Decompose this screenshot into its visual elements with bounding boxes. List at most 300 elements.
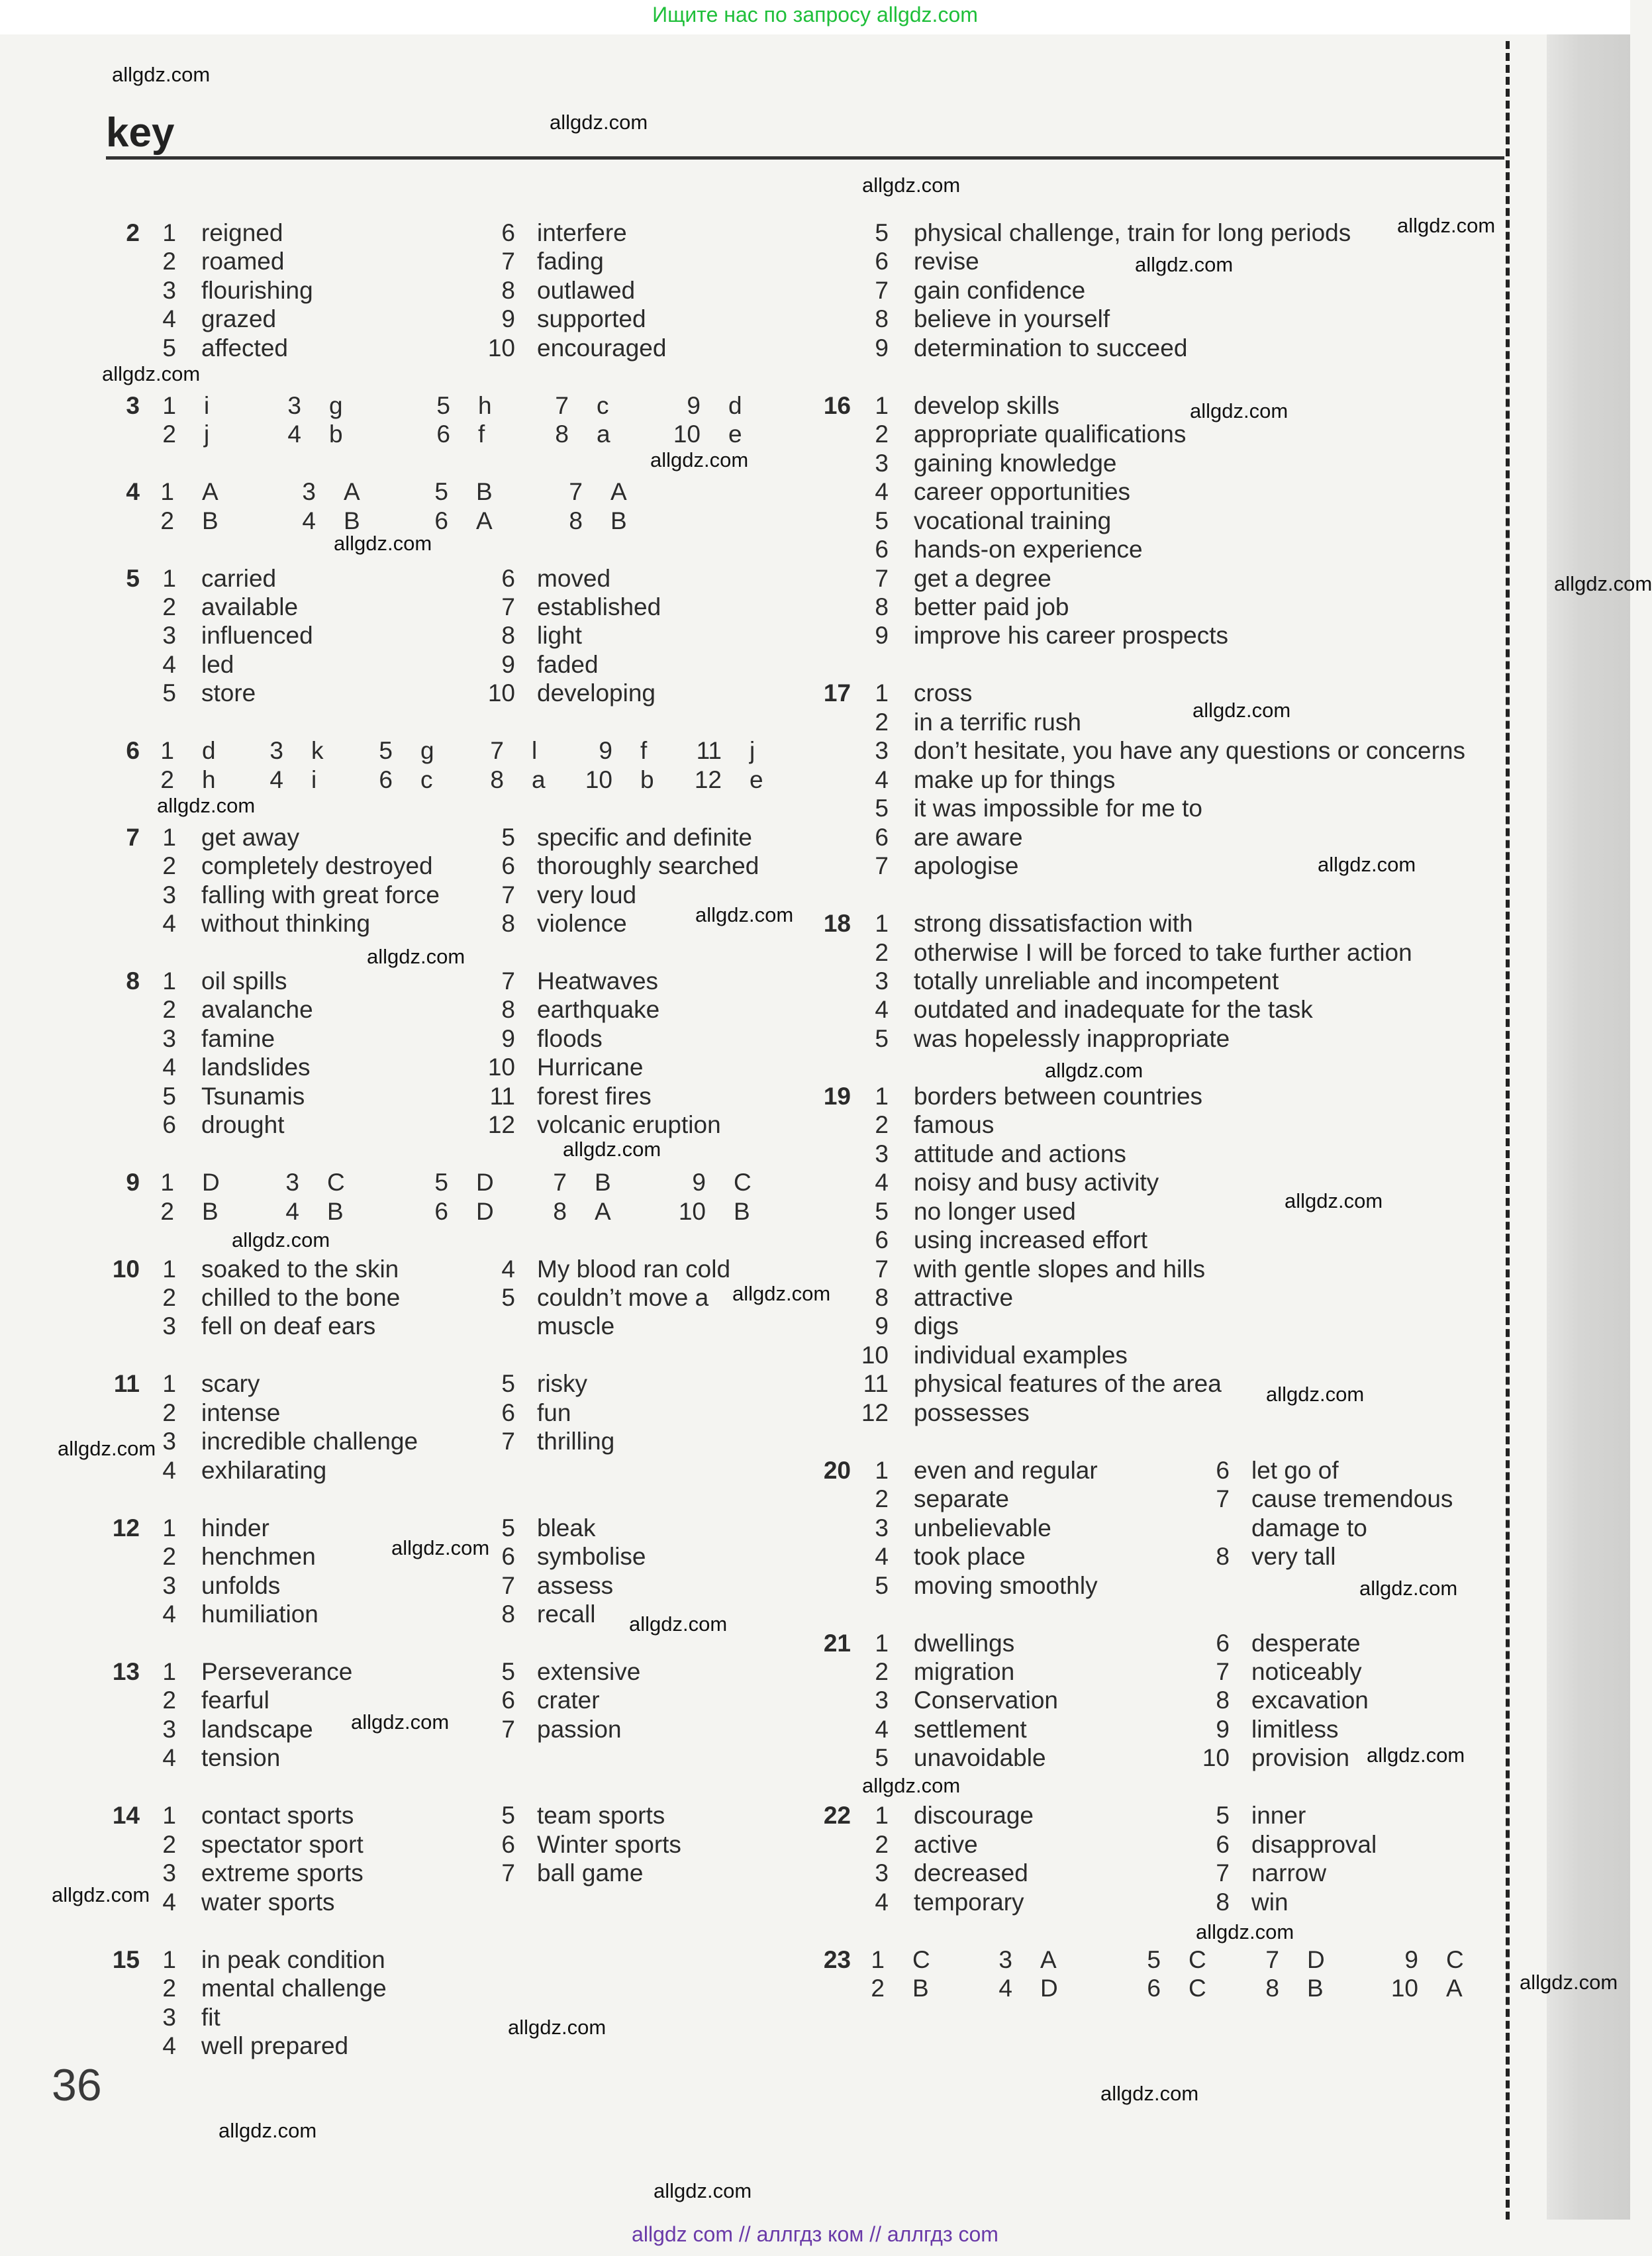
item-answer: b [329,420,343,448]
item-answer: using increased effort [914,1226,1148,1254]
item-number: 9 [501,650,515,678]
item-answer: passion [537,1715,622,1743]
watermark-text: allgdz.com [650,448,749,471]
item-number: 6 [501,564,515,592]
item-answer: C [1189,1975,1206,2002]
item-answer: B [1307,1975,1324,2002]
watermark-text: allgdz.com [563,1138,661,1161]
item-answer: spectator sport [201,1830,364,1858]
item-answer: supported [537,305,646,333]
item-answer: in a terrific rush [914,708,1081,736]
item-answer: extreme sports [201,1859,364,1887]
item-number: 7 [501,881,515,908]
item-number: 10 [585,765,612,793]
item-number: 1 [162,1802,176,1830]
item-number: 9 [501,305,515,333]
item-answer: d [728,391,742,419]
item-answer: c [597,391,609,419]
item-number: 8 [1265,1975,1279,2002]
item-answer: influenced [201,622,313,650]
item-answer: fit [201,2003,220,2031]
item-answer: possesses [914,1398,1030,1426]
item-answer: apologise [914,852,1019,880]
item-answer: A [202,478,219,506]
item-number: 11 [696,737,722,765]
item-answer: D [1040,1975,1058,2002]
watermark-text: allgdz.com [1266,1383,1365,1406]
item-number: 10 [673,420,701,448]
item-number: 5 [875,219,889,246]
item-answer: narrow [1251,1859,1327,1887]
item-number: 3 [875,967,889,995]
item-answer: borders between countries [914,1082,1203,1110]
item-answer: established [537,593,661,620]
item-number: 1 [875,1456,889,1484]
section-number: 13 [112,1658,140,1685]
section-number: 8 [126,967,140,995]
watermark-text: allgdz.com [1135,253,1234,276]
watermark-text: allgdz.com [1100,2082,1199,2105]
item-number: 5 [1147,1945,1161,1973]
item-number: 2 [160,1197,174,1225]
item-answer: thoroughly searched [537,852,759,880]
section-number: 22 [823,1802,851,1830]
item-number: 5 [501,1658,515,1685]
item-answer: couldn’t move a [537,1284,709,1312]
item-number: 5 [875,1024,889,1052]
item-number: 5 [1216,1802,1230,1830]
item-number: 4 [162,1744,176,1772]
item-number: 7 [1216,1485,1230,1513]
item-number: 10 [1390,1975,1418,2002]
item-answer: dwellings [914,1629,1015,1657]
item-number: 10 [861,1341,889,1369]
item-number: 3 [302,478,316,506]
item-answer: damage to [1251,1514,1367,1542]
item-answer: A [595,1197,611,1225]
item-number: 2 [875,420,889,448]
item-number: 1 [162,967,176,995]
item-number: 11 [863,1370,889,1398]
item-number: 3 [875,449,889,477]
section-number: 18 [823,910,851,938]
item-answer: digs [914,1312,959,1340]
section-number: 3 [126,391,140,419]
item-answer: c [420,765,433,793]
item-answer: falling with great force [201,881,440,908]
item-number: 2 [162,996,176,1024]
item-answer: C [1446,1945,1464,1973]
watermark-text: allgdz.com [219,2119,317,2142]
item-answer: no longer used [914,1197,1076,1225]
item-number: 5 [501,823,515,851]
item-number: 1 [160,737,174,765]
item-number: 5 [875,1744,889,1772]
section-number: 7 [126,823,140,851]
item-number: 6 [875,823,889,851]
item-number: 1 [162,1255,176,1283]
item-number: 5 [501,1514,515,1542]
item-answer: disapproval [1251,1830,1377,1858]
item-answer: B [610,507,627,534]
watermark-text: allgdz.com [351,1710,450,1734]
item-answer: earthquake [537,996,660,1024]
item-number: 9 [875,622,889,650]
section-number: 14 [112,1802,140,1830]
item-answer: A [1040,1945,1057,1973]
item-number: 1 [875,910,889,938]
item-answer: crater [537,1687,600,1714]
item-number: 1 [162,1658,176,1685]
item-number: 8 [875,305,889,333]
item-answer: symbolise [537,1543,646,1571]
item-number: 6 [501,1830,515,1858]
item-number: 4 [269,765,283,793]
item-number: 2 [162,1830,176,1858]
item-number: 7 [501,1428,515,1455]
watermark-text: allgdz.com [550,111,648,134]
item-number: 8 [553,1197,567,1225]
bottom-banner[interactable]: allgdz com // аллгдз ком // аллгдз com [632,2222,998,2246]
item-number: 3 [162,1312,176,1340]
item-number: 2 [875,708,889,736]
item-answer: cause tremendous [1251,1485,1453,1513]
item-number: 6 [501,219,515,246]
item-number: 5 [162,679,176,707]
item-number: 11 [489,1082,515,1110]
item-answer: gaining knowledge [914,449,1117,477]
item-answer: exhilarating [201,1456,327,1484]
item-number: 8 [875,593,889,620]
item-answer: Perseverance [201,1658,353,1685]
item-answer: A [344,478,360,506]
item-number: 10 [487,334,515,362]
item-number: 5 [162,1082,176,1110]
item-number: 9 [875,334,889,362]
watermark-text: allgdz.com [732,1282,831,1305]
item-number: 2 [875,1111,889,1139]
section-number: 6 [126,737,140,765]
item-answer: d [202,737,216,765]
item-number: 4 [162,1600,176,1628]
item-answer: physical features of the area [914,1370,1222,1398]
watermark-text: allgdz.com [1520,1971,1618,1994]
item-number: 6 [162,1111,176,1139]
item-answer: get a degree [914,564,1051,592]
item-answer: encouraged [537,334,667,362]
item-number: 6 [1147,1975,1161,2002]
item-answer: forest fires [537,1082,652,1110]
item-answer: noticeably [1251,1658,1362,1685]
item-answer: D [202,1169,220,1197]
item-number: 3 [162,276,176,304]
section-number: 23 [823,1945,851,1973]
item-answer: light [537,622,582,650]
item-number: 7 [875,276,889,304]
item-number: 7 [501,1859,515,1887]
item-number: 1 [875,1082,889,1110]
item-answer: extensive [537,1658,641,1685]
item-answer: humiliation [201,1600,318,1628]
item-number: 4 [162,650,176,678]
item-number: 1 [160,1169,174,1197]
item-number: 5 [434,478,448,506]
heading-rule [106,156,1504,160]
item-number: 12 [487,1111,515,1139]
item-answer: e [750,765,763,793]
watermark-text: allgdz.com [102,362,201,385]
watermark-text: allgdz.com [1397,214,1496,237]
item-answer: temporary [914,1888,1024,1916]
watermark-text: allgdz.com [367,945,465,968]
item-answer: outdated and inadequate for the task [914,996,1313,1024]
item-number: 5 [875,1197,889,1225]
watermark-text: allgdz.com [52,1883,150,1906]
item-number: 3 [875,1687,889,1714]
item-answer: ball game [537,1859,644,1887]
item-answer: excavation [1251,1687,1369,1714]
item-answer: g [329,391,343,419]
item-number: 10 [487,679,515,707]
item-answer: soaked to the skin [201,1255,399,1283]
item-number: 8 [1216,1543,1230,1571]
watermark-text: allgdz.com [1192,699,1291,722]
item-answer: team sports [537,1802,665,1830]
item-answer: moving smoothly [914,1571,1098,1599]
item-number: 4 [162,1888,176,1916]
section-number: 12 [112,1514,140,1542]
item-number: 1 [162,391,176,419]
item-number: 5 [501,1802,515,1830]
item-number: 7 [501,248,515,275]
item-answer: drought [201,1111,285,1139]
item-answer: fearful [201,1687,269,1714]
item-number: 1 [162,564,176,592]
item-answer: very loud [537,881,637,908]
item-answer: oil spills [201,967,287,995]
section-number: 15 [112,1945,140,1973]
item-answer: believe in yourself [914,305,1110,333]
item-answer: unfolds [201,1571,281,1599]
item-number: 4 [302,507,316,534]
item-number: 3 [875,737,889,765]
item-number: 3 [285,1169,299,1197]
cut-line-divider [1506,41,1510,2220]
item-answer: was hopelessly inappropriate [914,1024,1230,1052]
item-number: 1 [875,679,889,707]
item-answer: get away [201,823,300,851]
item-answer: led [201,650,234,678]
watermark-text: allgdz.com [1554,572,1652,595]
item-number: 1 [871,1945,885,1973]
item-answer: f [640,737,648,765]
item-number: 7 [501,1715,515,1743]
item-number: 8 [555,420,569,448]
item-number: 1 [162,219,176,246]
item-answer: Tsunamis [201,1082,305,1110]
item-answer: provision [1251,1744,1350,1772]
item-answer: noisy and busy activity [914,1169,1159,1197]
item-number: 7 [875,852,889,880]
item-number: 2 [162,852,176,880]
item-answer: B [595,1169,611,1197]
watermark-text: allgdz.com [1367,1743,1465,1767]
item-number: 6 [501,1398,515,1426]
item-answer: Heatwaves [537,967,659,995]
item-answer: win [1251,1888,1288,1916]
item-number: 9 [1216,1715,1230,1743]
item-number: 5 [436,391,450,419]
item-answer: C [734,1169,752,1197]
item-answer: famous [914,1111,995,1139]
item-answer: tension [201,1744,281,1772]
item-answer: j [750,737,755,765]
item-number: 4 [501,1255,515,1283]
watermark-text: allgdz.com [862,173,961,197]
item-answer: outlawed [537,276,636,304]
item-answer: discourage [914,1802,1034,1830]
item-number: 6 [1216,1456,1230,1484]
item-number: 2 [875,1830,889,1858]
item-answer: carried [201,564,277,592]
item-number: 4 [287,420,301,448]
item-answer: took place [914,1543,1026,1571]
item-answer: j [204,420,210,448]
item-answer: fading [537,248,604,275]
item-answer: water sports [201,1888,335,1916]
item-number: 6 [501,852,515,880]
item-answer: muscle [537,1312,615,1340]
item-number: 8 [569,507,583,534]
item-answer: landscape [201,1715,313,1743]
item-number: 4 [875,996,889,1024]
item-number: 2 [875,938,889,966]
item-number: 5 [875,507,889,534]
item-answer: henchmen [201,1543,316,1571]
item-answer: thrilling [537,1428,615,1455]
item-answer: violence [537,910,627,938]
item-answer: risky [537,1370,588,1398]
item-answer: B [476,478,493,506]
item-number: 3 [875,1514,889,1542]
item-answer: k [311,737,324,765]
item-answer: B [912,1975,929,2002]
item-answer: h [478,391,492,419]
item-number: 4 [875,1169,889,1197]
top-banner[interactable]: Ищите нас по запросу allgdz.com [652,3,978,26]
item-answer: floods [537,1024,603,1052]
item-number: 3 [162,622,176,650]
item-number: 4 [875,1543,889,1571]
item-answer: roamed [201,248,285,275]
item-answer: A [610,478,627,506]
item-answer: very tall [1251,1543,1336,1571]
item-answer: career opportunities [914,478,1131,506]
item-answer: e [728,420,742,448]
item-answer: hinder [201,1514,269,1542]
item-number: 3 [162,1024,176,1052]
item-number: 4 [162,1054,176,1081]
item-answer: available [201,593,299,620]
item-answer: settlement [914,1715,1027,1743]
item-answer: i [311,765,317,793]
item-number: 8 [501,910,515,938]
item-answer: contact sports [201,1802,354,1830]
item-number: 7 [553,1169,567,1197]
item-number: 5 [501,1370,515,1398]
item-number: 3 [269,737,283,765]
item-answer: incredible challenge [201,1428,418,1455]
item-answer: D [476,1169,494,1197]
item-answer: l [532,737,538,765]
item-number: 7 [1265,1945,1279,1973]
item-answer: Conservation [914,1687,1059,1714]
item-answer: specific and definite [537,823,752,851]
item-number: 3 [875,1859,889,1887]
item-number: 9 [1404,1945,1418,1973]
item-answer: vocational training [914,507,1112,534]
item-answer: i [204,391,210,419]
page-number: 36 [52,2060,102,2110]
item-number: 2 [162,1284,176,1312]
item-number: 4 [162,305,176,333]
item-number: 6 [501,1543,515,1571]
item-number: 8 [501,996,515,1024]
item-number: 8 [875,1284,889,1312]
watermark-text: allgdz.com [1045,1059,1143,1082]
item-answer: Winter sports [537,1830,681,1858]
item-answer: B [734,1197,750,1225]
item-answer: reigned [201,219,283,246]
item-number: 4 [875,1888,889,1916]
item-number: 3 [162,881,176,908]
watermark-text: allgdz.com [695,903,794,926]
item-answer: are aware [914,823,1023,851]
item-answer: appropriate qualifications [914,420,1187,448]
item-answer: migration [914,1658,1015,1685]
item-answer: B [202,1197,219,1225]
item-number: 3 [287,391,301,419]
item-number: 6 [436,420,450,448]
item-answer: C [327,1169,345,1197]
item-number: 3 [162,2003,176,2031]
watermark-text: allgdz.com [1285,1189,1383,1212]
item-number: 1 [162,1514,176,1542]
item-answer: a [532,765,546,793]
item-answer: completely destroyed [201,852,433,880]
item-number: 9 [875,1312,889,1340]
item-number: 2 [162,420,176,448]
item-number: 2 [871,1975,885,2002]
item-answer: with gentle slopes and hills [914,1255,1206,1283]
item-answer: affected [201,334,288,362]
item-answer: unbelievable [914,1514,1051,1542]
item-answer: a [597,420,610,448]
item-answer: without thinking [201,910,371,938]
item-number: 4 [162,1456,176,1484]
item-number: 7 [875,1255,889,1283]
item-number: 1 [875,1802,889,1830]
watermark-text: allgdz.com [1190,399,1288,422]
item-answer: hands-on experience [914,536,1143,564]
item-number: 4 [162,910,176,938]
section-number: 17 [823,679,851,707]
item-number: 6 [1216,1629,1230,1657]
section-number: 5 [126,564,140,592]
item-answer: determination to succeed [914,334,1188,362]
section-number: 21 [823,1629,851,1657]
item-answer: intense [201,1398,281,1426]
